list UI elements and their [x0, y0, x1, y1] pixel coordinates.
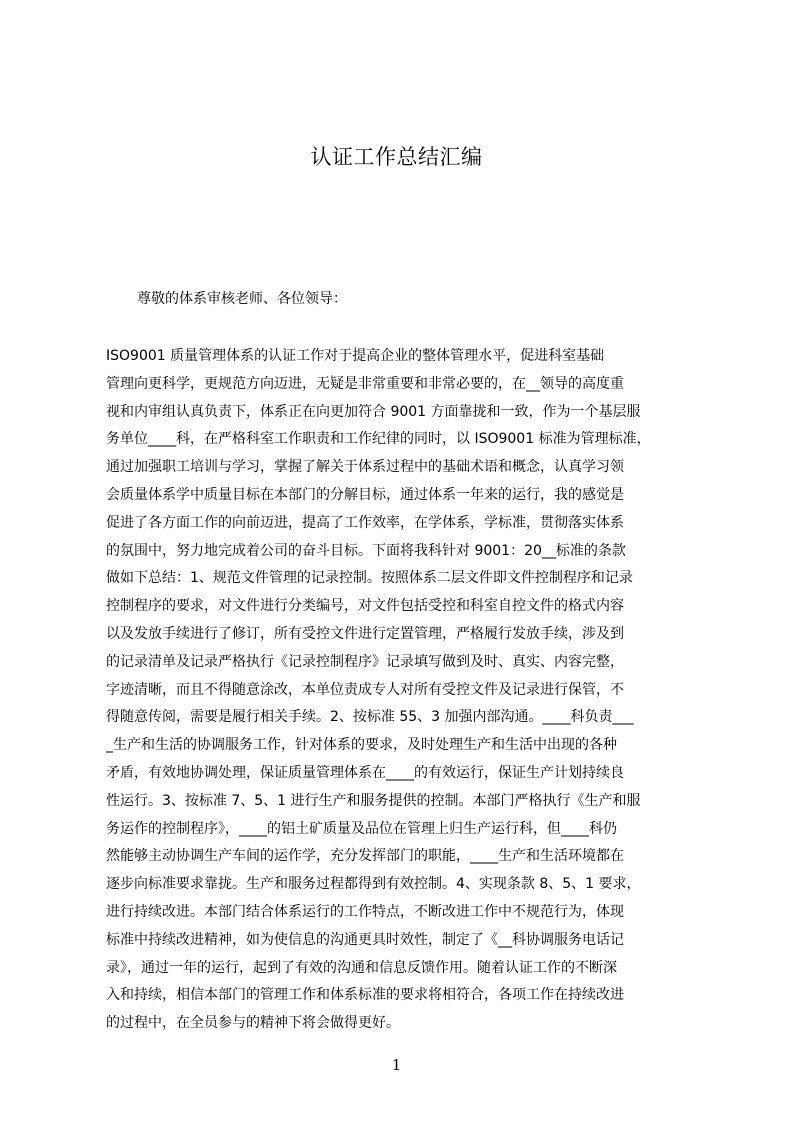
body-line: 务单位____科，在严格科室工作职责和工作纪律的同时，以 ISO9001 标准为管理标准，: [106, 431, 651, 448]
body-line: 得随意传阅，需要是履行相关手续。2、按标准 55、3 加强内部沟通。____科负责___: [106, 709, 634, 726]
document-body: [106, 343, 701, 1038]
body-line: 字迹清晰，而且不得随意涂改，本单位责成专人对所有受控文件及记录进行保管，不: [106, 681, 624, 698]
body-line: 务运作的控制程序》，____的铝土矿质量及品位在管理上归生产运行科，但____科仍: [106, 820, 617, 837]
body-line: 录》，通过一年的运行，起到了有效的沟通和信息反馈作用。随着认证工作的不断深: [106, 959, 617, 976]
body-line: 以及发放手续进行了修订，所有受控文件进行定置管理，严格履行发放手续，涉及到: [106, 625, 624, 642]
body-line: 矛盾，有效地协调处理，保证质量管理体系在____的有效运行，保证生产计划持续良: [106, 764, 624, 781]
body-line: 标准中持续改进精神，如为使信息的沟通更具时效性，制定了《__科协调服务电话记: [106, 931, 624, 948]
body-line: 控制程序的要求，对文件进行分类编号，对文件包括受控和科室自控文件的格式内容: [106, 598, 624, 615]
body-line: 的记录清单及记录严格执行《记录控制程序》记录填写做到及时、真实、内容完整，: [106, 653, 624, 670]
body-line: 视和内审组认真负责下，体系正在向更加符合 9001 方面靠拢和一致，作为一个基层服: [106, 403, 641, 420]
body-line: 通过加强职工培训与学习，掌握了解关于体系过程中的基础术语和概念，认真学习领: [106, 459, 624, 476]
body-line: 性运行。3、按标准 7、5、1 进行生产和服务提供的控制。本部门严格执行《生产和服: [106, 792, 641, 809]
body-line: 逐步向标准要求靠拢。生产和服务过程都得到有效控制。4、实现条款 8、5、1 要求，: [106, 876, 641, 893]
body-line: 的氛围中，努力地完成着公司的奋斗目标。下面将我科针对 9001：20__标准的条款: [106, 542, 626, 559]
body-line: 进行持续改进。本部门结合体系运行的工作特点，不断改进工作中不规范行为，体现: [106, 903, 624, 920]
body-line: 然能够主动协调生产车间的运作学，充分发挥部门的职能，____生产和生活环境都在: [106, 848, 624, 865]
page-number: 1: [391, 1056, 402, 1074]
body-line: ISO9001 质量管理体系的认证工作对于提高企业的整体管理水平，促进科室基础: [106, 348, 605, 364]
body-line: 入和持续，相信本部门的管理工作和体系标准的要求将相符合，各项工作在持续改进: [106, 987, 624, 1004]
body-line: 的过程中，在全员参与的精神下将会做得更好。: [106, 1015, 400, 1032]
salutation: 尊敬的体系审核老师、各位领导：: [137, 291, 347, 307]
body-line: 会质量体系学中质量目标在本部门的分解目标，通过体系一年来的运行，我的感觉是: [106, 486, 624, 503]
body-line: 促进了各方面工作的向前迈进，提高了工作效率，在学体系，学标准，贯彻落实体系: [106, 514, 624, 531]
body-line: 做如下总结：1、规范文件管理的记录控制。按照体系二层文件即文件控制程序和记录: [106, 570, 633, 587]
body-line: _生产和生活的协调服务工作，针对体系的要求，及时处理生产和生活中出现的各种: [106, 737, 617, 754]
document-title: 认证工作总结汇编: [310, 145, 483, 169]
body-line: 管理向更科学，更规范方向迈进，无疑是非常重要和非常必要的，在__领导的高度重: [106, 375, 624, 392]
